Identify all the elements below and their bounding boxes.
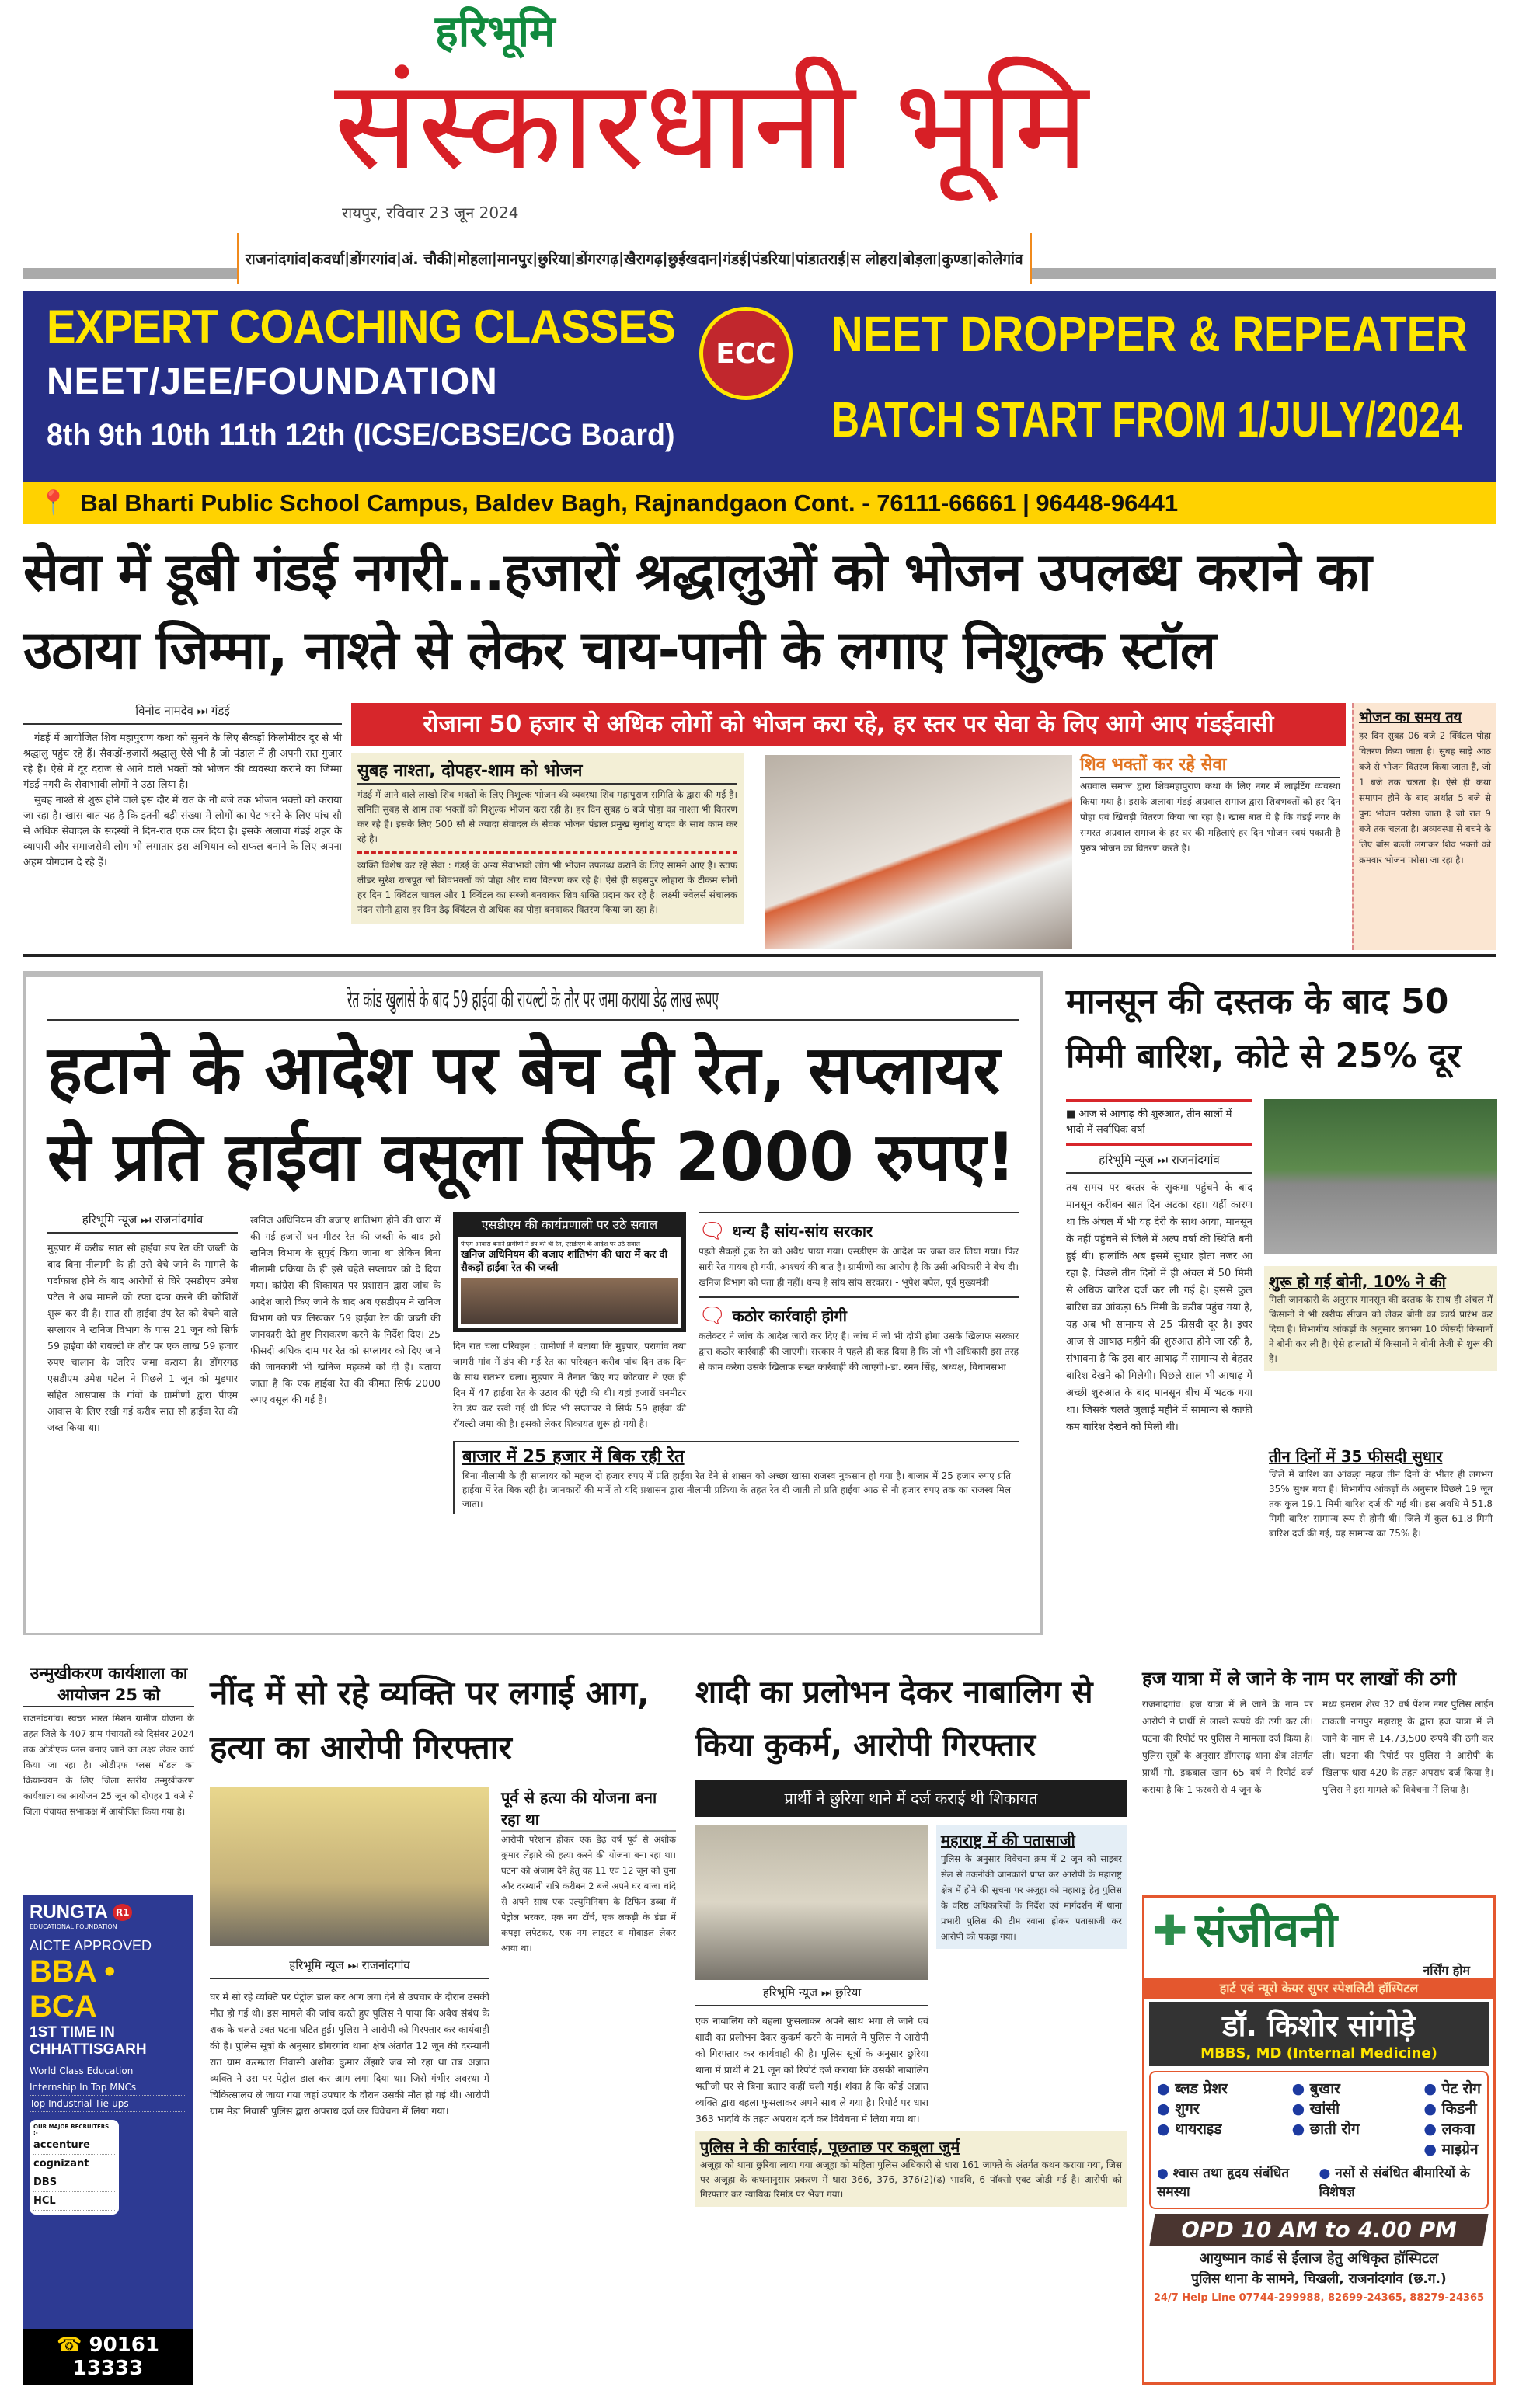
- ad-sub: EDUCATIONAL FOUNDATION: [30, 1923, 117, 1930]
- speech-bubble-icon: 🗨: [699, 1303, 726, 1328]
- town-link[interactable]: कोलेगांव: [977, 250, 1023, 268]
- bullet-text: आज से आषाढ़ की शुरुआत, तीन सालों में भादो में सर्वाधिक वर्षा: [1066, 1108, 1232, 1136]
- ad-point: World Class Education: [30, 2063, 186, 2079]
- ad-phone: ☎ 90161 13333: [23, 2329, 193, 2385]
- clip-title: एसडीएम की कार्यप्रणाली पर उठे सवाल: [481, 1217, 658, 1232]
- separator: |: [845, 249, 851, 267]
- helpline-numbers: 07744-299988, 82699-24365, 88279-24365: [1239, 2292, 1485, 2304]
- quote-text: कलेक्टर ने जांच के आदेश जारी कर दिए है। जांच में जो भी दोषी होगा उसके खिलाफ सरकार द्वारा कठोर कार्रवाही की जाएगी। सरकार ने पहले ही कह दिया है कि जो भी अधिकारी इस तरह से काम करेगा उसके खिलाफ सख्त कार्रवाही की जाएगी।-डा. रमन सिंह, अध्यक्ष, विधानसभा: [699, 1331, 1019, 1373]
- market-text: बिना नीलामी के ही सप्लायर को महज दो हजार रुपए में प्रति हाईवा रेत देने से शासन को अच्छा खासा राजस्व नुकसान हो गया है। बाजार में 25 हजार रुपए प्रति हाईवा में रेत बिक रही है। जानकारों की मानें तो यदि प्रशासन द्वारा नीलामी प्रक्रिया के तहत रेत दी जाती तो प्रति हाईवा आठ से नौ हजार रुपए तक का राजस्व मिल जाता।: [462, 1470, 1011, 1509]
- ad-ayushman: आयुष्मान कार्ड से ईलाज हेतु अधिकृत हॉस्पिटल: [1199, 2250, 1439, 2267]
- breakfast-box: [351, 753, 744, 924]
- service-item: माइग्रेन: [1441, 2141, 1479, 2158]
- box-body: मिली जानकारी के अनुसार मानसून की दस्तक के साथ ही अंचल में किसानों ने भी खरीफ सीजन को लेकर बोनी का कार्य प्रारंभ कर दिया है। विभागीय आंकड़ों के अनुसार लगभग 10 फीसदी किसानों ने बोनी कर ली है। ऐसे हालातों में किसानों ने बोनी तेजी से शुरू की है।: [1269, 1294, 1493, 1364]
- murder-story: [210, 1666, 676, 2117]
- town-link[interactable]: पंडरिया: [751, 250, 791, 268]
- ad-doctor: डॉ. किशोर सांगोड़े: [1222, 2009, 1416, 2043]
- town-link[interactable]: डोंगरगढ़: [576, 250, 619, 268]
- separator: |: [662, 249, 668, 267]
- separator: |: [936, 249, 942, 267]
- box-body: गंडई में आने वाले लाखो शिव भक्तों के लिए निशुल्क भोजन की व्यवस्था शिव महापुराण समिति के द्वारा की गई है। समिति सुबह से शाम तक भक्तों को निशुल्क भोजन करा रही है। हर दिन सुबह 6 बजे पोहा का नाश्ता भी वितरण कर रहे है। इसके लिए 500 सौ से ज्यादा सेवादल के सेवक भोजन पंडाल प्रमुख सुधांशु यादव के साथ काम कर रहे है।: [357, 789, 737, 844]
- sand-column-1: मुड़पार में करीब सात सौ हाईवा डंप रेत की जब्ती के बाद बिना नीलामी के ही उसे बेचे जाने के मामले के पर्दाफाश होने के बाद आरोपों से घिरे एसडीएम उमेश पटेल ने अब मामले को रफा दफा करने की कोशिशें शुरू कर दी है। सात सौ हाईवा डंप रेत को बेचने वाले सप्लायर ने खनिज विभाग के पास 21 जून को सिर्फ 59 हाईवा की रायल्टी के तौर पर एक लाख 59 हजार रुपए चालान के जरिए जमा कराया है। डोंगरगढ़ एसडीएम उमेश पटेल ने पिछले 1 जून को मुड़पार सहित आसपास के गांवों के ग्रामीणों द्वारा पीएम आवास के लिए रखी गई करीब सात सौ हाईवा रेत की जब्त किया था।: [47, 1242, 238, 1433]
- ad-address: Bal Bharti Public School Campus, Baldev Bagh, Rajnandgaon Cont. - 76111-66661 | 96448-96441: [80, 489, 1179, 517]
- bullet-icon: ●: [1423, 2141, 1442, 2158]
- town-list: [237, 233, 1032, 284]
- workshop-headline: उन्मुखीकरण कार्यशाला का आयोजन 25 को: [23, 1662, 194, 1707]
- sanjeevani-ad[interactable]: [1142, 1895, 1496, 2385]
- box-body: जिले में बारिश का आंकड़ा महज तीन दिनों के भीतर ही लगभग 35% सुधर गया है। विभागीय आंकड़ों के अनुसार पिछले 19 जून तक कुल 19.1 मिमी बारिश दर्ज की गई थी। इस अवधि में 51.8 मिमी बारिश सामान्य रूप से होनी थी। जिले में कुल 61.8 मिमी बारिश दर्ज की गई, यह सामान्य का 75% है।: [1269, 1469, 1493, 1539]
- sand-column-2: खनिज अधिनियम की बजाए शांतिभंग होने की धारा में की गई हजारों घन मीटर रेत की जब्ती के बाद इसे खनिज विभाग के सुपुर्द किया जाना था लेकिन बिना नीलामी प्रक्रिया के ही इसे चहेते सप्लायर को दे दिया गया। कांग्रेस की शिकायत पर प्रशासन द्वारा जांच के आदेश जारी किए जाने के बाद अब एसडीएम ने खनिज विभाग को पत्र लिखकर 59 हाईवा रेत की जब्ती की जानकारी देते हुए निराकरण करने के निर्देश दिए। 25 फीसदी अधिक दाम पर रेत को सप्लायर को दिए जाने की जानकारी भी खनिज महकमे को दी है। बताया जाता है कि एक हाईवा रेत की कीमत सिर्फ 2000 रुपए वसूल की गई है।: [250, 1214, 441, 1405]
- sand-kicker: रेत कांड खुलासे के बाद 59 हाईवा की रायल्टी के तौर पर जमा कराया डेढ़ लाख रूपए: [47, 985, 1019, 1021]
- rungta-ad[interactable]: [23, 1895, 193, 2385]
- bullet-icon: ●: [1291, 2100, 1310, 2117]
- service-item: ब्लड प्रेशर: [1175, 2080, 1228, 2097]
- box-title: तीन दिनों में 35 फीसदी सुधार: [1269, 1447, 1443, 1466]
- separator: |: [746, 249, 752, 267]
- hajj-body-2: मध्य इमरान शेख 32 वर्ष पेंशन नगर पुलिस लाईन टाकली नागपुर महाराष्ट्र के द्वारा हज यात्रा में ले जाने के नाम से 14,73,500 रूपये की ठगी कर ली। घटना की रिपोर्ट पर पुलिस ने आरोपी के खिलाफ धारा 420 के तहत अपराध दर्ज किया है। पुलिस ने इस मामले को विवेचना में लिया है।: [1322, 1699, 1493, 1795]
- ad-badge: R1: [113, 1904, 133, 1921]
- town-link[interactable]: कवर्धा: [312, 250, 345, 268]
- divider: [23, 954, 1496, 957]
- minor-headline: शादी का प्रलोभन देकर नाबालिग से किया कुकर्म, आरोपी गिरफ्तार: [695, 1675, 1093, 1763]
- bullet-icon: ●: [1291, 2080, 1310, 2097]
- hajj-headline: हज यात्रा में ले जाने के नाम पर लाखों की ठगी: [1142, 1668, 1457, 1689]
- ad-point: Top Industrial Tie-ups: [30, 2096, 186, 2112]
- ecc-logo: ECC: [699, 307, 793, 400]
- separator: |: [618, 249, 625, 267]
- helpline-row: [1144, 2291, 1493, 2306]
- sand-headline-1: हटाने के आदेश पर बेच दी रेत, सप्लायर: [47, 1032, 1001, 1109]
- rain-photo: [1264, 1099, 1497, 1254]
- separator: |: [532, 249, 538, 267]
- ad-degree: MBBS, MD (Internal Medicine): [1200, 2045, 1437, 2062]
- speech-bubble-icon: 🗨: [699, 1218, 726, 1244]
- box-body: अजूहा को थाना छुरिया लाया गया अजूहा को महिला पुलिस अधिकारी से धारा 161 जाफ्ते के अंतर्गत कथन कराया गया, जिस पर अजूहा के कथनानुसार प्रकरण में धारा 366, 376, 376(2)(ढ) भादवि, 6 पॉक्सो एक्ट जोड़ी गई है। आरोपी को गिरफ्तार कर न्यायिक रिमांड पर भेजा गया।: [700, 2159, 1122, 2200]
- service-item: श्वास तथा हृदय संबंधित समस्या: [1157, 2166, 1290, 2200]
- separator: |: [306, 249, 312, 267]
- ad-address-strip: [23, 482, 1496, 524]
- hajj-body-1: राजनांदगांव। हज यात्रा में ले जाने के नाम पर आरोपी ने प्रार्थी से लाखों रूपये की ठगी कर ली। घटना की रिपोर्ट पर पुलिस ने मामला दर्ज किया है। पुलिस सूत्रों के अनुसार डोंगरगढ़ थाना क्षेत्र अंतर्गत प्रार्थी मो. इकबाल खान 65 वर्ष ने रिपोर्ट दर्ज कराया है कि 1 फरवरी से 4 जून के: [1142, 1699, 1313, 1795]
- recruiter-logo: accenture: [33, 2136, 115, 2155]
- town-link[interactable]: कुण्डा: [942, 250, 973, 268]
- market-box: [453, 1441, 1019, 1514]
- section-body: अग्रवाल समाज द्वारा शिवमहापुराण कथा के लिए नगर में लाइटिंग व्यवस्था किया गया है। इसके अलावा गंडई अग्रवाल समाज द्वारा शिवभक्तों को हर दिन पोहा एवं खिचड़ी वितरण किया जा रहा है। खास बात ये है कि गंडई नगर के समस्त अग्रवाल समाज के हर घर की महिलाएं हर दिन भोजन स्वयं पकाती है पुरुष भोजन का वितरण करते है।: [1080, 781, 1340, 854]
- ad-tagline: हार्ट एवं न्यूरो केयर सुपर स्पेशलिटी हॉस्पिटल: [1144, 1978, 1493, 1999]
- bullet-icon: ●: [1423, 2080, 1442, 2097]
- food-distribution-photo: [765, 755, 1072, 949]
- box-title: सुबह नाश्ता, दोपहर-शाम को भोजन: [357, 760, 737, 785]
- news-clipping: [453, 1212, 686, 1332]
- shiv-seva-column: [1080, 753, 1340, 856]
- town-link[interactable]: छुरिया: [538, 250, 571, 268]
- location-pin-icon: 📍: [39, 489, 68, 517]
- recruiters-box: [30, 2120, 119, 2215]
- newspaper-title: संस्कारधानी भूमि: [334, 52, 1089, 197]
- sand-story: [23, 971, 1043, 1635]
- service-item: लकवा: [1441, 2121, 1475, 2138]
- divider: [357, 851, 737, 854]
- helpline-label: 24/7 Help Line: [1153, 2292, 1236, 2304]
- separator: |: [395, 249, 402, 267]
- byline: विनोद नामदेव ⏭ गंडई: [23, 703, 342, 725]
- meal-timing-box: [1352, 703, 1496, 950]
- town-link[interactable]: पांडातराई: [796, 250, 845, 268]
- side-body: आरोपी परेशान होकर एक डेढ़ वर्ष पूर्व से अशोक कुमार लेंझारे की हत्या करने की योजना बना रहा था। घटना को अंजाम देने हेतु वह 11 एवं 12 जून को चुना और दरम्यानी रात्रि करीबन 2 बजे अपने घर बाजा चांदे से अपने साथ एक एल्युमिनियम के टिफिन डब्बा में पेट्रोल भरकर, एक नग टॉर्च, एक लकड़ी के डंडा में कपड़ा लपेटकर, एक नग लाइटर व मोबाइल लेकर आया था।: [501, 1834, 676, 1954]
- quote-text: पहले सैकड़ों ट्रक रेत को अवैध पाया गया। एसडीएम के आदेश पर जब्त कर लिया गया। फिर सारी रेत गायब हो गयी, आश्चर्य की बात है। ग्रामीणों का आरोप है कि उसी अधिकारी ने बेच दी। खनिज विभाग को पता ही नहीं। धन्य है सांय सांय सरकार। - भूपेश बघेल, पूर्व मुख्यमंत्री: [699, 1246, 1019, 1288]
- ad-brand: RUNGTA: [30, 1902, 108, 1923]
- transport-text: दिन रात चला परिवहन : ग्रामीणों ने बताया कि मुड़पार, परागांव तथा जामरी गांव में डंप की गई रेत का परिवहन करीब पांच दिन तक दिन के साथ रातभर चला। मुड़पार में तैनात किए गए कोटवार ने एक ही दिन में 47 हाईवा रेत के उठाव की एंट्री की थी। यहां हजारों घनमीटर रेत डंप कर रखी गई थी फिर भी सप्लायर ने सिर्फ 59 हाईवा की रॉयल्टी जमा की है। इसको लेकर शिकायत शुरू हो गयी है।: [453, 1341, 686, 1429]
- box-title: शुरू हो गई बोनी, 10% ने की: [1269, 1272, 1446, 1291]
- sowing-box: [1264, 1266, 1497, 1371]
- separator: |: [790, 249, 796, 267]
- town-link[interactable]: छुईखदान: [667, 250, 718, 268]
- hajj-story: [1142, 1666, 1496, 1798]
- box-body: हर दिन सुबह 06 बजे 2 क्विंटल पोहा वितरण किया जाता है। सुबह साढ़े आठ बजे से भोजन वितरण किया जाता है, जो 1 बजे तक चलता है। ऐसे ही कथा समापन होने के बाद अर्थात 5 बजे से पुनः भोजन परोसा जाता है जो रात 9 बजे तक चलता है। अव्यवस्था से बचने के लिए बॉस बल्ली लगाकर शिव भक्तों को क्रमवार भोजन परोसा जा रहा है।: [1359, 730, 1491, 865]
- ad-opd: OPD 10 AM to 4.00 PM: [1149, 2214, 1488, 2246]
- separator: |: [717, 249, 723, 267]
- byline: हरिभूमि न्यूज ⏭ छुरिया: [695, 1985, 928, 2006]
- ad-line-1: EXPERT COACHING CLASSES: [47, 301, 675, 353]
- town-link[interactable]: अं. चौकी: [401, 250, 452, 268]
- bullet-icon: ■: [1066, 1108, 1079, 1120]
- service-item: थायराइड: [1175, 2121, 1222, 2138]
- monsoon-headline: मानसून की दस्तक के बाद 50 मिमी बारिश, कोटे से 25% दूर: [1066, 982, 1462, 1076]
- recruiter-logo: HCL: [33, 2192, 115, 2211]
- bullet-icon: ●: [1423, 2121, 1442, 2138]
- ad-line-3: 8th 9th 10th 11th 12th (ICSE/CBSE/CG Board): [47, 418, 675, 452]
- murder-headline: नींद में सो रहे व्यक्ति पर लगाई आग, हत्या का आरोपी गिरफ्तार: [210, 1674, 650, 1766]
- byline: हरिभूमि न्यूज ⏭ राजनांदगांव: [47, 1212, 238, 1234]
- monsoon-body: तय समय पर बस्तर के सुकमा पहुंचने के बाद मानसून करीबन सात दिन अटका रहा। यहीं कारण था कि अंचल में भी यह देरी के साथ आया, मानसून के नहीं पहुंचने से जिले में अल्प वर्षा की स्थिति बनी हुई थी। हालांकि अब इसमें सुधार होता नजर आ रहा है, पिछले तीन दिनों में ही अंचल में 50 मिमी से अधिक बारिश दर्ज कर ली गई है। इससे कुल बारिश का आंकड़ा 65 मिमी के करीब पहुंच गया है, यह अब भी सामान्य से 25 फीसदी दूर है। इधर आज से आषाढ़ महीने की शुरुआत होने जा रही है, संभावना है कि इस बार आषाढ़ में सामान्य से बेहतर बारिश देखने को मिलेगी। पिछले साल भी आषाढ़ में अच्छी शुरुआत के बाद मानसून बीच में भटक गया था। जिसके चलते जुलाई महीने में सामान्य से काफी कम बारिश देखने को मिली थी।: [1066, 1182, 1252, 1433]
- box-body-2: व्यक्ति विशेष कर रहे सेवा : गंडई के अन्य सेवाभावी लोग भी भोजन उपलब्ध कराने के लिए सामने आए है। स्टाफ लीडर सुरेश राजपूत जो शिवभक्तों को पोहा और चाय वितरण कर रहे है। ऐसे ही सहसपुर लोहारा के टीकम सोनी हर दिन 1 क्विंटल चावल और 1 क्विंटल का सब्जी बनवाकर शिव शक्ति प्रदान कर रहे है। लक्ष्मी ज्वेलर्स संचालक नंदन सोनी द्वारा हर दिन डेढ़ क्विंटल से अधिक का पोहा बनवाकर वितरण किया जा रहा है।: [357, 860, 737, 915]
- ad-sub: नर्सिंग होम: [1423, 1963, 1470, 1978]
- phone-icon: ☎: [57, 2333, 89, 2357]
- town-link[interactable]: मोहला: [457, 250, 492, 268]
- service-item: खांसी: [1309, 2100, 1340, 2117]
- paragraph: गंडई में आयोजित शिव महापुराण कथा को सुनने के लिए सैकड़ों किलोमीटर दूर से भी श्रद्धालु पहुंच रहे हैं। सैकड़ों-हजारों श्रद्धालु ऐसे भी है जो पंडाल में ही अपनी रात गुजार रहे हैं। ऐसे में दूर दराज से आने वाले भक्तों को भोजन की व्यवस्था कराने का जिम्मा गंडई नगरी के सेवाभावी लोगों ने उठा लिया है।: [23, 732, 342, 791]
- ad-address: पुलिस थाना के सामने, चिखली, राजनांदगांव (छ.ग.): [1191, 2271, 1447, 2287]
- recruiters-label: OUR MAJOR RECRUITERS :-: [33, 2124, 110, 2136]
- service-item: शुगर: [1175, 2100, 1200, 2117]
- murder-body: घर में सो रहे व्यक्ति पर पेट्रोल डाल कर आग लगा देने से उपचार के दौरान उसकी मौत हो गई थी। इस मामले की जांच करते हुए पुलिस ने पाया कि अवैध संबंध के शक के चलते उक्त घटना घटित हुई। पुलिस ने आरोपी को गिरफ्तार कर कार्यवाही की है। पुलिस सूत्रों के अनुसार डोंगरगांव थाना क्षेत्र अंतर्गत 12 जून की दरम्यानी रात ग्राम करमतरा निवासी अशोक कुमार लेंझारे जब सो रहा था तब अज्ञात व्यक्ति ने उस पर पेट्रोल डाल कर आग लगा दिया था। जिसे गंभीर अवस्था में चिकित्सालय ले जाया गया जहां उपचार के दौरान उसकी मौत हो गई थी। आरोपी ग्राम मेड़ा निवासी पुलिस द्वारा अपराध दर्ज कर विवेचना में लिया गया।: [210, 1991, 489, 2117]
- town-link[interactable]: राजनांदगांव: [246, 250, 307, 268]
- town-link[interactable]: मानपुर: [496, 250, 533, 268]
- section-title: शिव भक्तों कर रहे सेवा: [1080, 753, 1340, 778]
- quote-title: धन्य है सांय-सांय सरकार: [732, 1222, 873, 1241]
- brand-logo: हरिभूमि: [435, 6, 556, 57]
- town-link[interactable]: खैरागढ़: [624, 250, 663, 268]
- coaching-ad[interactable]: [23, 291, 1496, 524]
- clip-kicker: पीएम आवास बनाने ग्रामीणों ने डंप की थी रेत, एसडीएम के आदेश पर उठे सवाल: [461, 1241, 640, 1247]
- service-item: पेट रोग: [1441, 2080, 1481, 2097]
- quote-title: कठोर कार्रवाही होगी: [732, 1307, 847, 1325]
- minor-body: एक नाबालिग को बहला फुसलाकर अपने साथ भगा ले जाने एवं शादी का प्रलोभन देकर कुकर्म करने के मामले में पुलिस ने आरोपी को गिरफ्तार कर कार्यवाही की है। पुलिस सूत्रों के अनुसार छुरिया थाना में प्रार्थी ने 21 जून को रिपोर्ट दर्ज कराया कि उसकी नाबालिग भतीजी घर से बिना बताए कहीं चली गई। शंका है कि कोई अज्ञात व्यक्ति द्वारा बहला फुसलाकर अपने साथ ले गया है। रिपोर्ट पर धारा 363 भादवि के तहत अपराध दर्ज कर विवेचना में लिया गया था।: [695, 2015, 928, 2124]
- ad-courses: BBA • BCA: [30, 1954, 116, 2023]
- box-title: पुलिस ने की कार्रवाई, पूछताछ पर कबूला जुर्म: [700, 2138, 960, 2156]
- separator: |: [897, 249, 903, 267]
- bullet-icon: ●: [1157, 2100, 1176, 2117]
- bullet-icon: ●: [1291, 2121, 1310, 2138]
- sand-headline-2: से प्रति हाईवा वसूला सिर्फ 2000 रुपए!: [47, 1119, 1016, 1196]
- ad-right-2: BATCH START FROM 1/JULY/2024: [831, 391, 1462, 447]
- side-title: पूर्व से हत्या की योजना बना रहा था: [501, 1787, 676, 1832]
- bullet-icon: ●: [1157, 2121, 1176, 2138]
- town-link[interactable]: गंडई: [723, 250, 747, 268]
- side-body: पुलिस के अनुसार विवेचना क्रम में 2 जून को साइबर सेल से तकनीकी जानकारी प्राप्त कर आरोपी के महाराष्ट्र क्षेत्र में होने की सूचना पर अजूहा को महाराष्ट्र हेतु पुलिस के वरिष्ठ अधिकारियों के निर्देश एवं मार्गदर्शन में थाना प्रभारी पुलिस की टीम रवाना होकर पतासाजी कर आरोपी को पकड़ा गया।: [941, 1853, 1122, 1942]
- monsoon-bullet: [1066, 1099, 1252, 1146]
- lead-body: [23, 731, 342, 871]
- medical-cross-icon: ✚: [1152, 1905, 1188, 1955]
- separator: |: [491, 249, 497, 267]
- separator: |: [972, 249, 977, 267]
- service-item: छाती रोग: [1309, 2121, 1360, 2138]
- lead-left-column: [23, 703, 342, 871]
- box-title: भोजन का समय तय: [1359, 709, 1462, 726]
- clip-headline: खनिज अधिनियम की बजाए शांतिभंग की धारा में कर दी सैकड़ों हाईवा रेत की जब्ती: [461, 1249, 667, 1274]
- workshop-story: [23, 1662, 194, 1819]
- dateline: रायपुर, रविवार 23 जून 2024: [342, 204, 519, 222]
- ad-points: [30, 2063, 186, 2112]
- town-link[interactable]: बोड़ला: [902, 250, 937, 268]
- ad-point: Internship In Top MNCs: [30, 2079, 186, 2096]
- ad-name: संजीवनी: [1195, 1903, 1338, 1957]
- bullet-icon: ●: [1423, 2100, 1442, 2117]
- paragraph: सुबह नाश्ते से शुरू होने वाले इस दौर में रात के नौ बजे तक भोजन भक्तों को कराया जा रहा है। खास बात यह है कि इतनी बड़ी संख्या में लोगों का पेट भरने के लिए पांच सौ से अधिक सेवादल के सदस्यों ने दिन-रात एक कर दिया है। इसके अलावा गंडई शहर के व्यापारी और समाजसेवी लोग भी लगातार इस अभियान को सफल बनाने के लिए अपना अहम योगदान दे रहे हैं।: [23, 795, 342, 868]
- recruiter-logo: DBS: [33, 2173, 115, 2192]
- ad-right-1: NEET DROPPER & REPEATER: [831, 306, 1468, 362]
- accused-photo: [695, 1825, 928, 1980]
- workshop-body: राजनांदगांव। स्वच्छ भारत मिशन ग्रामीण योजना के तहत जिले के 407 ग्राम पंचायतों को दिसंबर 2024 तक ओडीएफ प्लस बनाए जाने का लक्ष्य लेकर कार्य किया जा रहा है। ओडीएफ प्लस मॉडल का क्रियान्वयन के लिए जिला स्तरीय उन्मुखीकरण कार्यशाला का आयोजन 25 जून को दोपहर 1 बजे से जिला पंचायत सभाकक्ष में आयोजित किया गया है।: [23, 1713, 194, 1817]
- market-title: बाजार में 25 हजार में बिक रही रेत: [462, 1447, 685, 1467]
- separator: |: [570, 249, 577, 267]
- byline: हरिभूमि न्यूज ⏭ राजनांदगांव: [1066, 1152, 1252, 1174]
- recruiter-logo: cognizant: [33, 2155, 115, 2173]
- lead-banner: रोजाना 50 हजार से अधिक लोगों को भोजन करा रहे, हर स्तर पर सेवा के लिए आगे आए गंडईवासी: [351, 703, 1346, 746]
- minor-story: [695, 1666, 1127, 2207]
- improvement-box: [1264, 1441, 1497, 1546]
- monsoon-story: [1066, 975, 1497, 1635]
- police-arrest-photo: [210, 1787, 489, 1946]
- service-item: किडनी: [1441, 2100, 1477, 2117]
- clip-photo: [461, 1278, 678, 1324]
- ad-first: 1ST TIME IN CHHATTISGARH: [30, 2024, 147, 2058]
- separator: |: [344, 249, 350, 267]
- ad-line-2: NEET/JEE/FOUNDATION: [47, 361, 498, 402]
- lead-headline: सेवा में डूबी गंडई नगरी...हजारों श्रद्धालुओं को भोजन उपलब्ध कराने का उठाया जिम्मा, नाश्ते से लेकर चाय-पानी के लगाए निशुल्क स्टॉल: [23, 542, 1371, 681]
- ad-approved: AICTE APPROVED: [30, 1938, 152, 1954]
- services-box: ● ब्लड प्रेशर ● शुगर ● थायराइड ● बुखार ● खांसी ● छाती रोग ● पेट रोग ● किडनी ● लकवा ● माइग्रेन ● श्वास तथा हृदय संबंधित समस्या ● नसों से संबंधित बीमारियों के विशेषज्ञ: [1149, 2071, 1489, 2209]
- town-link[interactable]: डोंगरगांव: [350, 250, 396, 268]
- bullet-icon: ●: [1157, 2080, 1176, 2097]
- byline: हरिभूमि न्यूज ⏭ राजनांदगांव: [210, 1957, 489, 1979]
- service-item: नसों से संबंधित बीमारियों के विशेषज्ञ: [1319, 2166, 1470, 2200]
- minor-banner: प्रार्थी ने छुरिया थाने में दर्ज कराई थी शिकायत: [695, 1780, 1127, 1817]
- service-item: बुखार: [1309, 2080, 1340, 2097]
- side-title: महाराष्ट्र में की पतासाजी: [941, 1831, 1075, 1849]
- separator: |: [451, 249, 458, 267]
- town-link[interactable]: स लोहरा: [850, 250, 897, 268]
